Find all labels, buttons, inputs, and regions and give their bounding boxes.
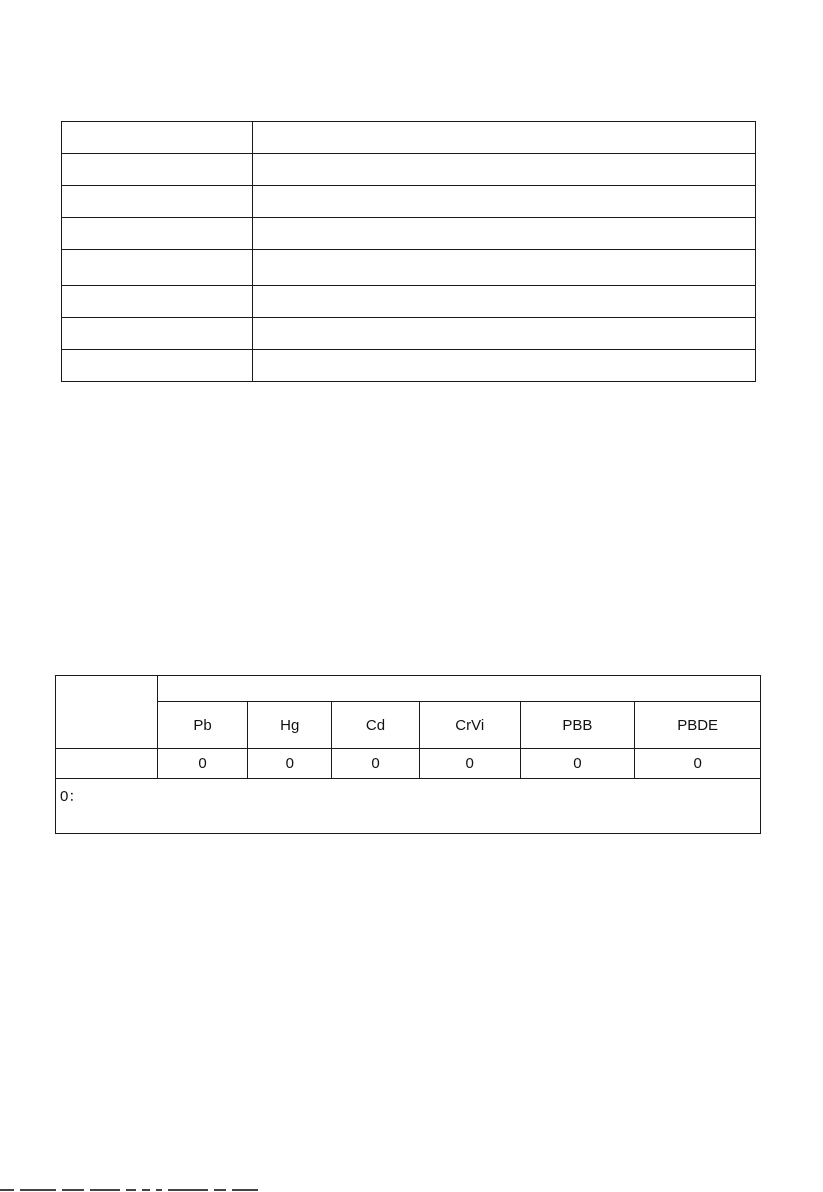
spec-label [62,218,253,250]
spec-row [62,218,756,250]
spec-row [62,122,756,154]
part-name-header [56,676,158,749]
note-text: 0： [56,779,761,834]
spec-label [62,122,253,154]
spec-row [62,318,756,350]
spec-row [62,250,756,286]
hazard-header-row [56,676,761,702]
spec-value [253,186,756,218]
substance-value: 0 [635,749,761,779]
spec-label [62,250,253,286]
part-row [56,749,761,779]
spec-row [62,286,756,318]
spec-row [62,350,756,382]
substance-symbol: Hg [248,702,332,749]
substance-symbol: PBDE [635,702,761,749]
substance-symbol-row [56,702,761,749]
substance-value: 0 [520,749,635,779]
spec-value [253,250,756,286]
spec-value [253,218,756,250]
substance-symbol: PBB [520,702,635,749]
substance-value: 0 [419,749,520,779]
substance-symbol: CrVi [419,702,520,749]
spec-label [62,286,253,318]
spec-label [62,186,253,218]
spec-row [62,154,756,186]
substance-value: 0 [157,749,248,779]
spec-label [62,318,253,350]
substance-group-header [157,676,760,702]
spec-value [253,350,756,382]
spec-label [62,350,253,382]
spec-value [253,122,756,154]
spec-value [253,154,756,186]
substance-symbol: Cd [332,702,420,749]
hazardous-substance-table [55,675,761,834]
footer-print-marks [0,1186,520,1192]
note-row [56,779,761,834]
substance-value: 0 [332,749,420,779]
spec-value [253,318,756,350]
substance-value: 0 [248,749,332,779]
spec-table [61,121,756,382]
spec-row [62,186,756,218]
substance-symbol: Pb [157,702,248,749]
spec-label [62,154,253,186]
spec-value [253,286,756,318]
part-name [56,749,158,779]
